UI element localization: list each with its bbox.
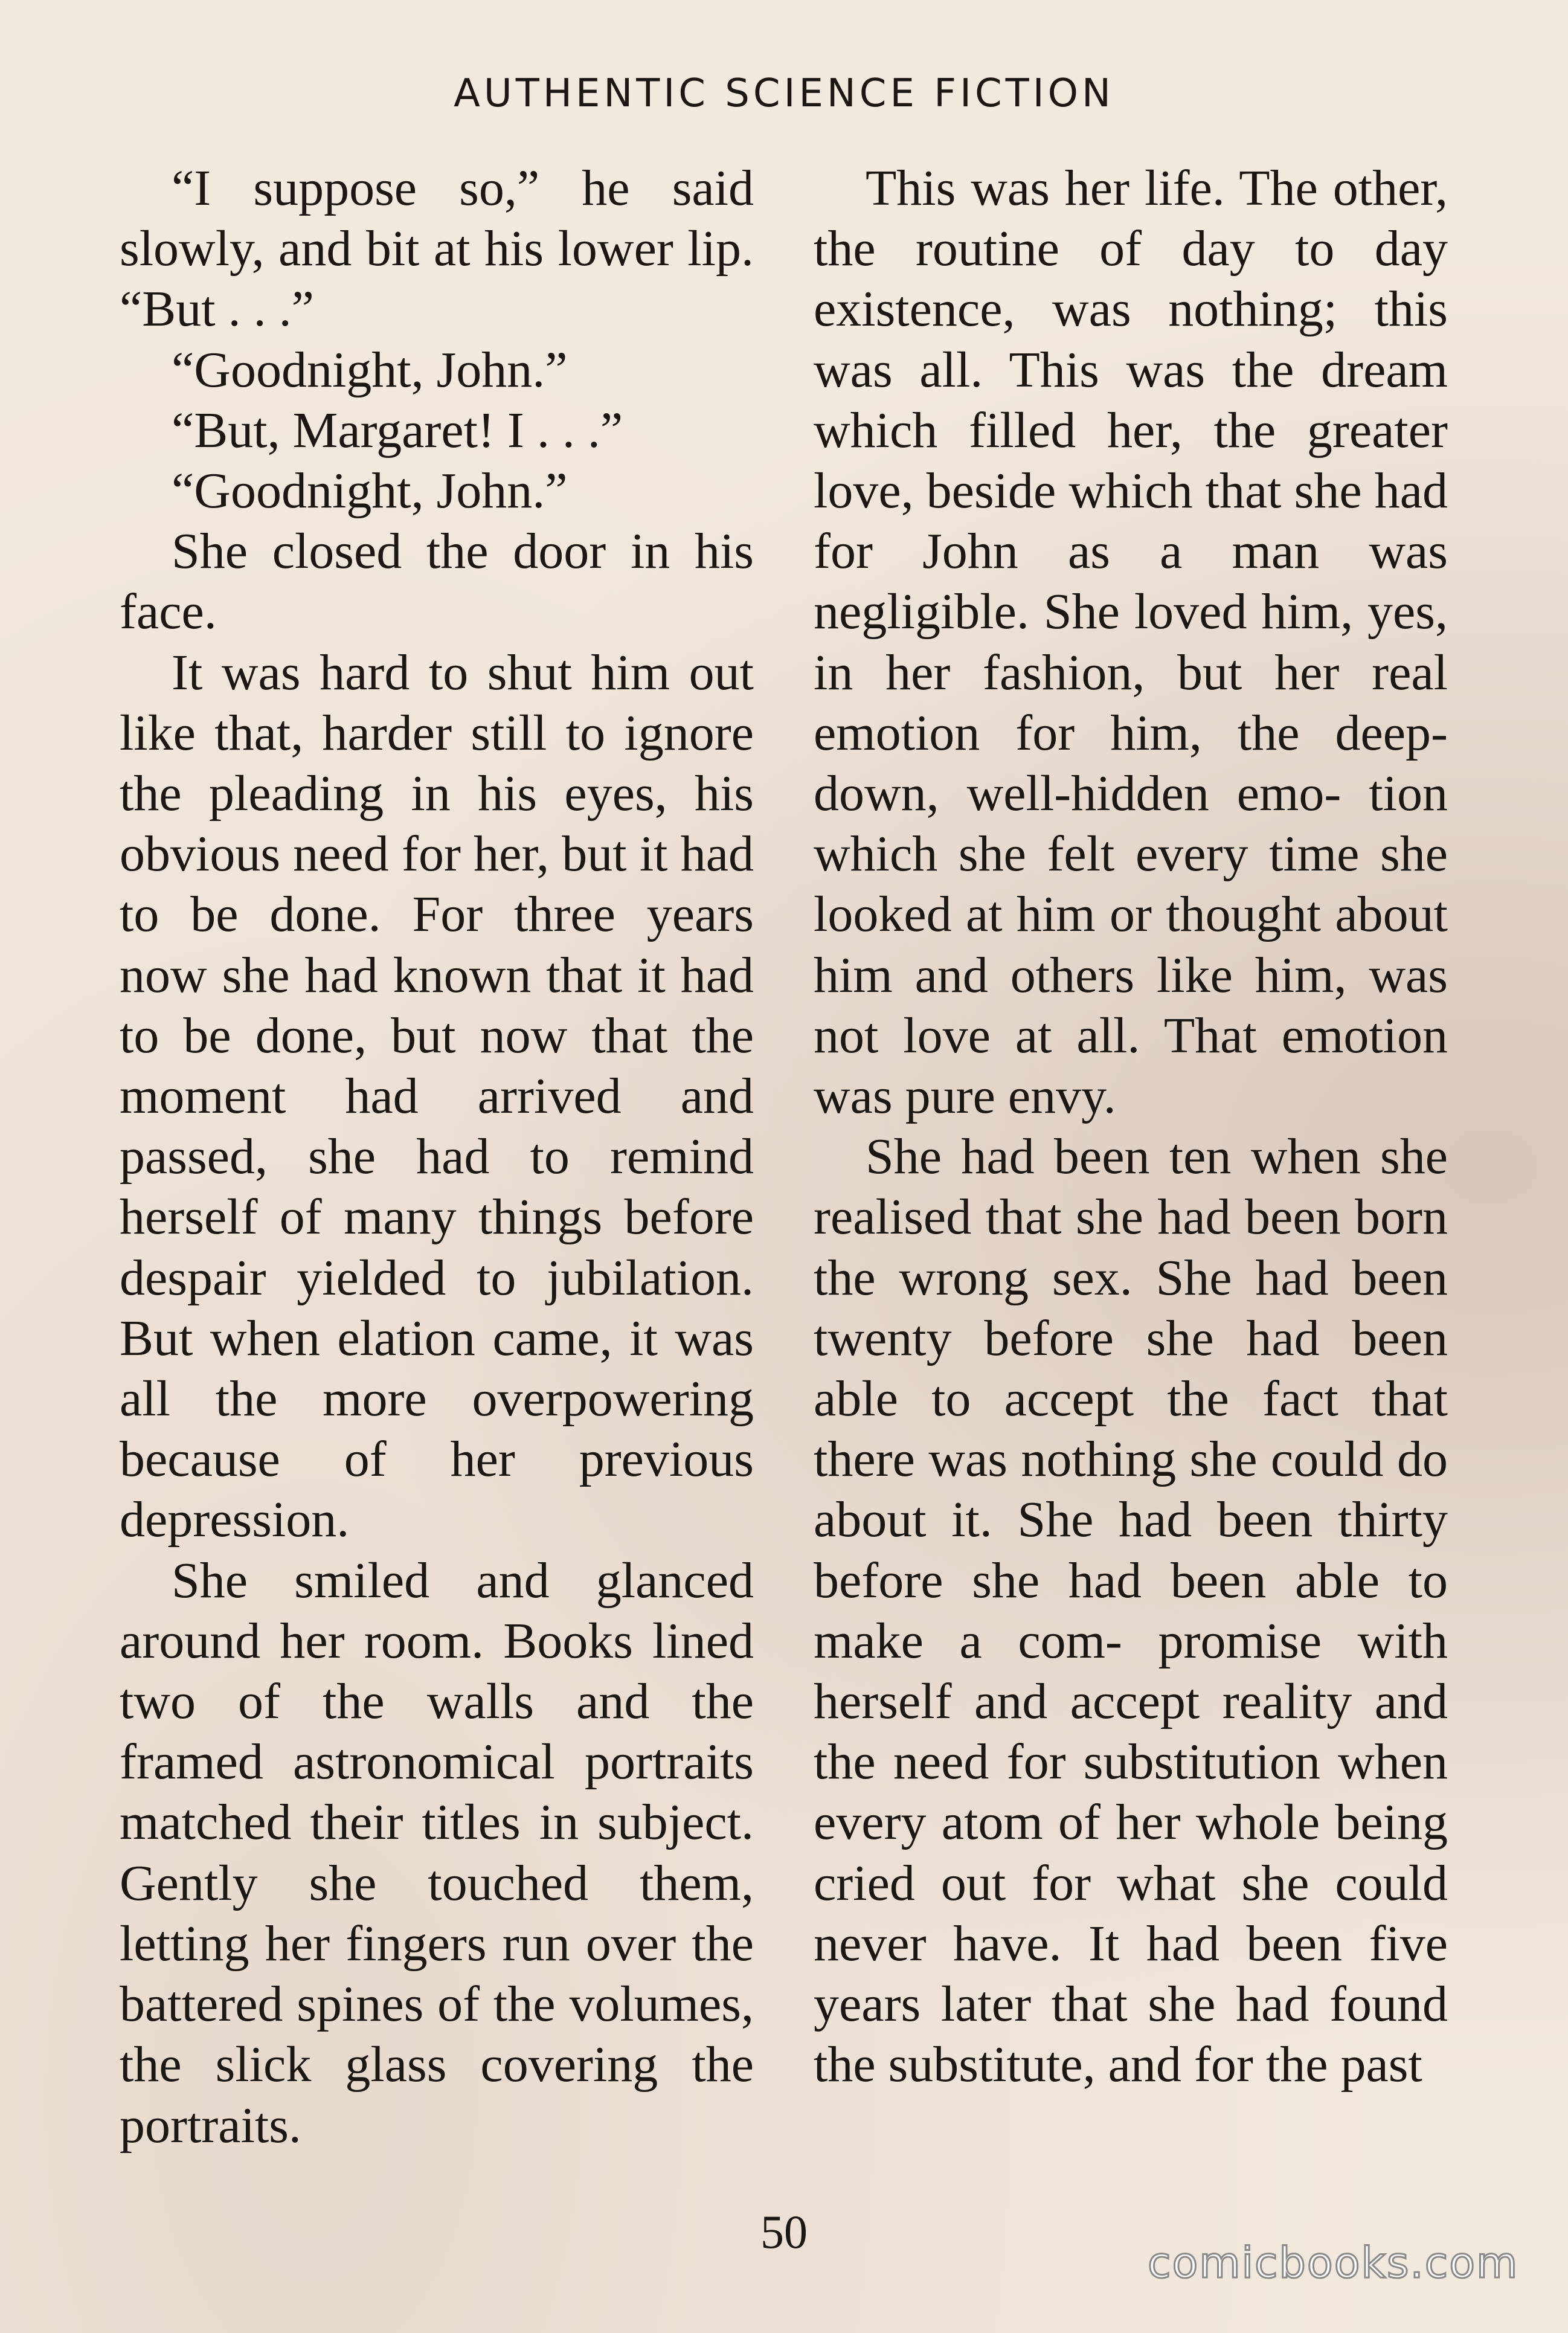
paragraph: “Goodnight, John.” [172,463,568,520]
paragraph: It was hard to shut him out like that, harder still to ignore the pleading in his eyes, his obvious need for her, but it had to be done. For three years now she had known that it had to be done, but now that the moment had arrived and passed, she had to remind herself of many things before despair yielded to jubilation. But when elation came, it was all the more overpowering because of her previous depression. [120,644,754,1548]
right-column [814,158,1448,2096]
watermark: comicbooks.com [1148,2238,1519,2288]
running-head: AUTHENTIC SCIENCE FICTION [454,71,1114,116]
paragraph: This was her life. The other, the routine of day to day existence, was nothing; this was all. This was the dream which filled her, the greater love, beside which that she had for John as a man was negligible. She loved him, yes, in her fashion, but her real emotion for him, the deep-down, well-hidden emo- tion which she felt every time she looked at him or thought about him and others like him, was not love at all. That emotion was pure envy. [814,160,1448,1125]
paragraph: She smiled and glanced around her room. Books lined two of the walls and the framed astronomical portraits matched their titles in subject. Gently she touched them, letting her fingers run over the battered spines of the volumes, the slick glass covering the portraits. [120,1552,754,2154]
paragraph: “But, Margaret! I . . .” [172,402,623,459]
paragraph: “I suppose so,” he said slowly, and bit at his lower lip. “But . . .” [120,160,754,338]
left-column [120,158,754,2156]
paragraph: She closed the door in his face. [120,523,754,640]
paragraph: She had been ten when she realised that she had been born the wrong sex. She had been twenty before she had been able to accept the fact that there was nothing she could do about it. She had been thirty before she had been able to make a com- promise with herself and accept reality and the need for substitution when every atom of her whole being cried out for what she could never have. It had been five years later that she had found the substitute, and for the past [814,1128,1448,2093]
page-number: 50 [760,2206,808,2258]
paragraph: “Goodnight, John.” [172,341,568,398]
